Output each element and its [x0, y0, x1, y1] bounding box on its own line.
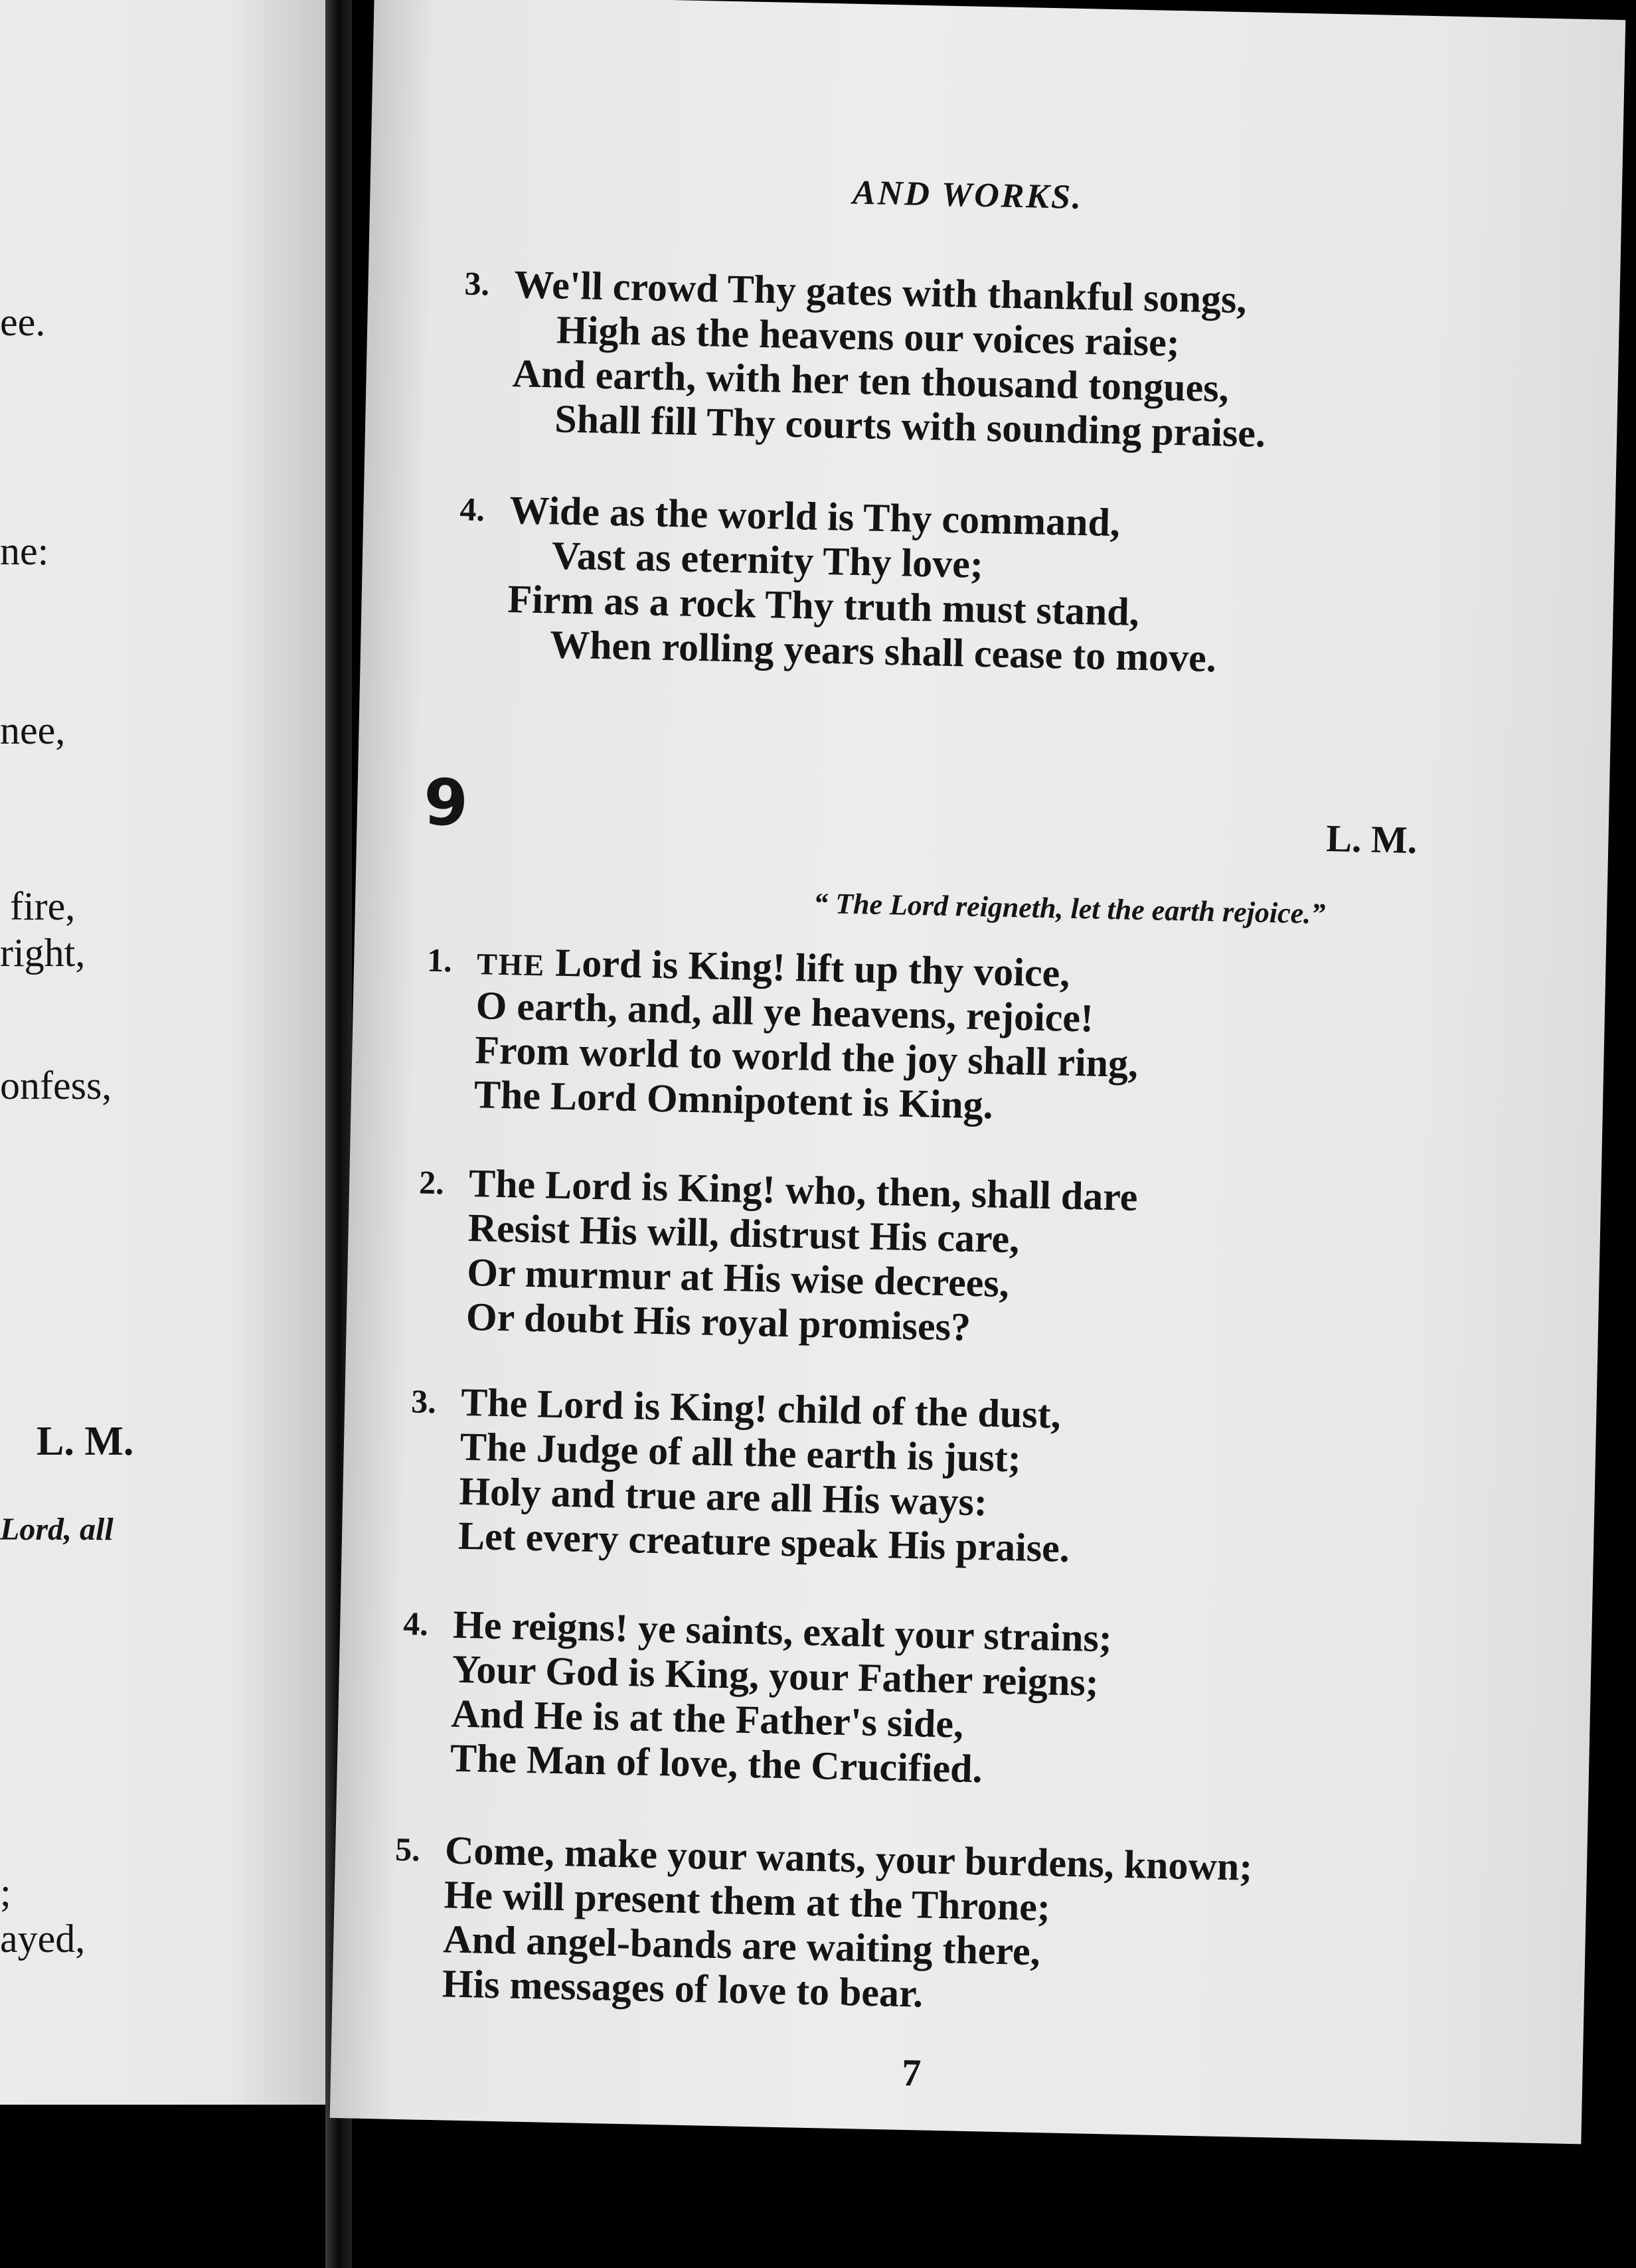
- stanza-line: Shall fill Thy courts with sounding praise.: [554, 396, 1266, 455]
- stanza: [394, 1828, 1253, 2022]
- stanza-line: The Lord is King! who, then, shall dare: [468, 1161, 1139, 1220]
- stanza-number: 4.: [459, 490, 485, 528]
- hymn-number: 9: [423, 765, 469, 841]
- stanza-line: He will present them at the Throne;: [444, 1872, 1051, 1929]
- hymn-epigraph: “ The Lord reigneth, let the earth rejoice.”: [813, 886, 1326, 930]
- stanza-line: The Lord Omnipotent is King.: [473, 1072, 994, 1127]
- stanza: [418, 1161, 1139, 1353]
- stanza: [459, 488, 1220, 681]
- left-text-fragment: right,: [0, 931, 86, 975]
- first-word: THE: [476, 947, 546, 983]
- stanza-number: 5.: [394, 1830, 421, 1868]
- stanza-line: Firm as a rock Thy truth must stand,: [507, 577, 1140, 634]
- left-meter-label: L. M.: [37, 1419, 134, 1464]
- stanza-line: He reigns! ye saints, exalt your strains;: [452, 1602, 1113, 1660]
- left-page-fragment: [0, 0, 325, 2105]
- hymn-meter: L. M.: [1325, 816, 1418, 862]
- left-epigraph-fragment: Lord, all: [0, 1512, 114, 1547]
- stanza-number: 4.: [402, 1605, 429, 1643]
- stanza: [464, 262, 1269, 456]
- stanza-line: From world to world the joy shall ring,: [474, 1028, 1139, 1086]
- stanza-line: O earth, and, all ye heavens, rejoice!: [475, 983, 1094, 1040]
- stanza-line: The Judge of all the earth is just;: [459, 1424, 1022, 1481]
- left-text-fragment: nee,: [0, 708, 66, 752]
- stanza-number: 3.: [410, 1382, 437, 1421]
- stanza-number: 1.: [426, 941, 453, 979]
- stanza-line: The Lord is King! child of the dust,: [460, 1380, 1062, 1437]
- stanza-line: We'll crowd Thy gates with thankful songs,: [513, 262, 1248, 322]
- right-page: [330, 0, 1626, 2144]
- stanza-line: Your God is King, your Father reigns;: [451, 1647, 1100, 1705]
- stanza-line: When rolling years shall cease to move.: [549, 622, 1217, 681]
- left-text-fragment: ee.: [0, 300, 46, 344]
- left-text-fragment: ayed,: [0, 1917, 86, 1961]
- stanza-line: Holy and true are all His ways:: [458, 1469, 988, 1524]
- stanza: [410, 1380, 1072, 1571]
- left-text-fragment: fire,: [10, 884, 76, 928]
- page-number: 7: [901, 2050, 922, 2095]
- stanza-line: His messages of love to bear.: [442, 1961, 924, 2016]
- stanza-line: Vast as eternity Thy love;: [551, 533, 984, 587]
- stanza-line: High as the heavens our voices raise;: [556, 307, 1181, 365]
- stanza-line: The Man of love, the Crucified.: [450, 1736, 983, 1791]
- left-text-fragment: onfess,: [0, 1064, 112, 1107]
- left-text-fragment: ne:: [0, 529, 49, 573]
- stanza-line: Wide as the world is Thy command,: [509, 488, 1121, 545]
- running-head: AND WORKS.: [852, 173, 1084, 217]
- stanza-line: Let every creature speak His praise.: [457, 1513, 1070, 1571]
- stanza-line: Resist His will, distrust His care,: [467, 1205, 1020, 1261]
- stanza-line: And earth, with her ten thousand tongues,: [512, 351, 1230, 410]
- stanza-number: 2.: [418, 1163, 445, 1202]
- stanza-number: 3.: [464, 264, 490, 303]
- left-text-fragment: ;: [0, 1870, 11, 1914]
- stanza-line: And angel-bands are waiting there,: [442, 1917, 1041, 1974]
- stanza: [402, 1602, 1113, 1795]
- stanza-line: Come, make your wants, your burdens, known;: [444, 1828, 1253, 1889]
- stanza: [426, 939, 1140, 1131]
- stanza-line-rest: Lord is King! lift up thy voice,: [544, 940, 1070, 995]
- stanza-line: Or murmur at His wise decrees,: [466, 1250, 1010, 1306]
- stanza-line: Or doubt His royal promises?: [465, 1294, 971, 1349]
- stanza-line: And He is at the Father's side,: [450, 1691, 964, 1746]
